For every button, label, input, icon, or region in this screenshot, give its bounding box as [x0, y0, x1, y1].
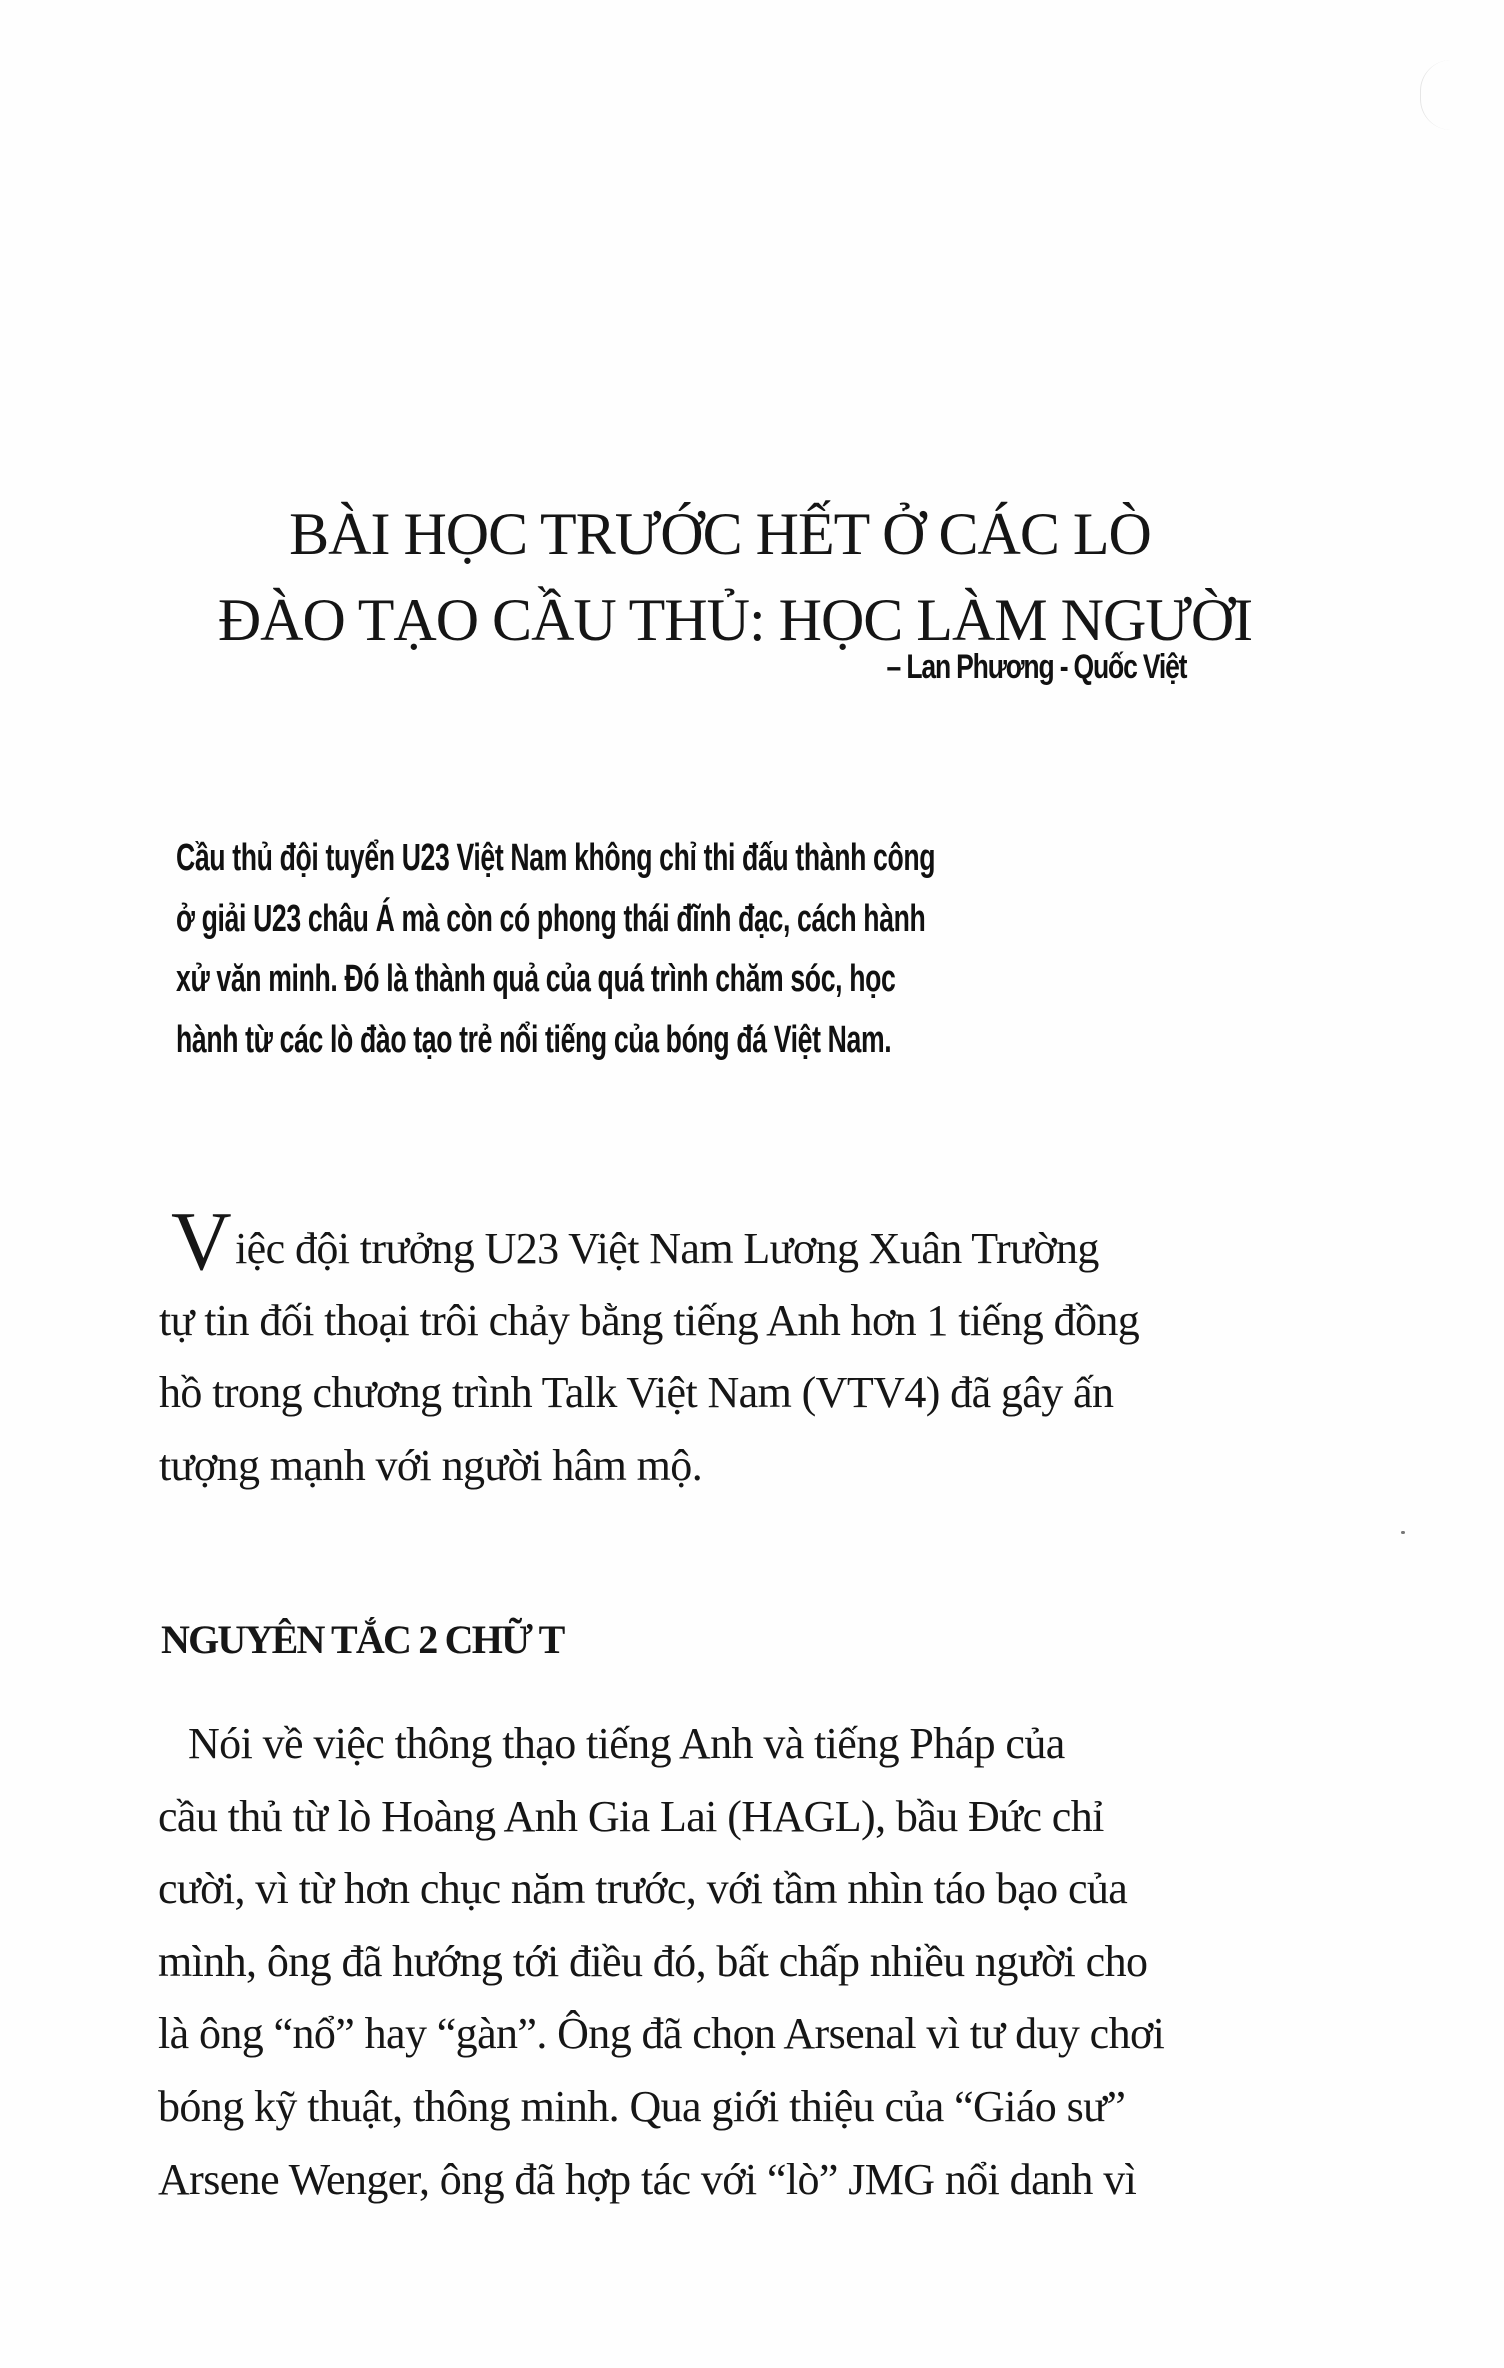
body-line-text: iệc đội trưởng U23 Việt Nam Lương Xuân Trường: [235, 1224, 1099, 1273]
scan-speck: [1401, 1531, 1405, 1534]
body-line: mình, ông đã hướng tới điều đó, bất chấp nhiều người cho: [158, 1936, 1148, 1986]
body-line: hồ trong chương trình Talk Việt Nam (VTV4) đã gây ấn: [159, 1368, 1114, 1418]
lead-line: xử văn minh. Đó là thành quả của quá trình chăm sóc, học: [176, 958, 896, 1000]
lead-line: Cầu thủ đội tuyển U23 Việt Nam không chỉ thi đấu thành công: [176, 837, 936, 879]
body-line: bóng kỹ thuật, thông minh. Qua giới thiệu của “Giáo sư”: [158, 2081, 1126, 2131]
body-line: Nói về việc thông thạo tiếng Anh và tiếng Pháp của: [188, 1719, 1065, 1768]
body-paragraph-2: [158, 1708, 1308, 2216]
body-line: là ông “nổ” hay “gàn”. Ông đã chọn Arsenal vì tư duy chơi: [158, 2009, 1165, 2059]
byline: – Lan Phương - Quốc Việt: [886, 648, 1186, 686]
lead-line: hành từ các lò đào tạo trẻ nổi tiếng của bóng đá Việt Nam.: [176, 1018, 892, 1061]
body-line: cười, vì từ hơn chục năm trước, với tầm nhìn táo bạo của: [158, 1864, 1128, 1914]
body-line: tự tin đối thoại trôi chảy bằng tiếng Anh hơn 1 tiếng đồng: [159, 1295, 1140, 1345]
page-edge-mark: [1420, 60, 1451, 130]
body-line: tượng mạnh với người hâm mộ.: [159, 1440, 703, 1490]
body-line: cầu thủ từ lò Hoàng Anh Gia Lai (HAGL), bầu Đức chỉ: [158, 1791, 1104, 1841]
body-paragraph-1: [159, 1195, 1299, 1502]
drop-cap: V: [171, 1195, 232, 1288]
article-title-line-2: ĐÀO TẠO CẦU THỦ: HỌC LÀM NGƯỜI: [217, 587, 1253, 654]
lead-paragraph: [176, 828, 1181, 1070]
lead-line: ở giải U23 châu Á mà còn có phong thái đĩnh đạc, cách hành: [176, 897, 926, 940]
body-line: Arsene Wenger, ông đã hợp tác với “lò” JMG nổi danh vì: [158, 2154, 1137, 2204]
body-line: [159, 1195, 1299, 1288]
article-title-line-1: BÀI HỌC TRƯỚC HẾT Ở CÁC LÒ: [289, 501, 1151, 568]
section-heading: NGUYÊN TẮC 2 CHỮ T: [161, 1617, 564, 1663]
